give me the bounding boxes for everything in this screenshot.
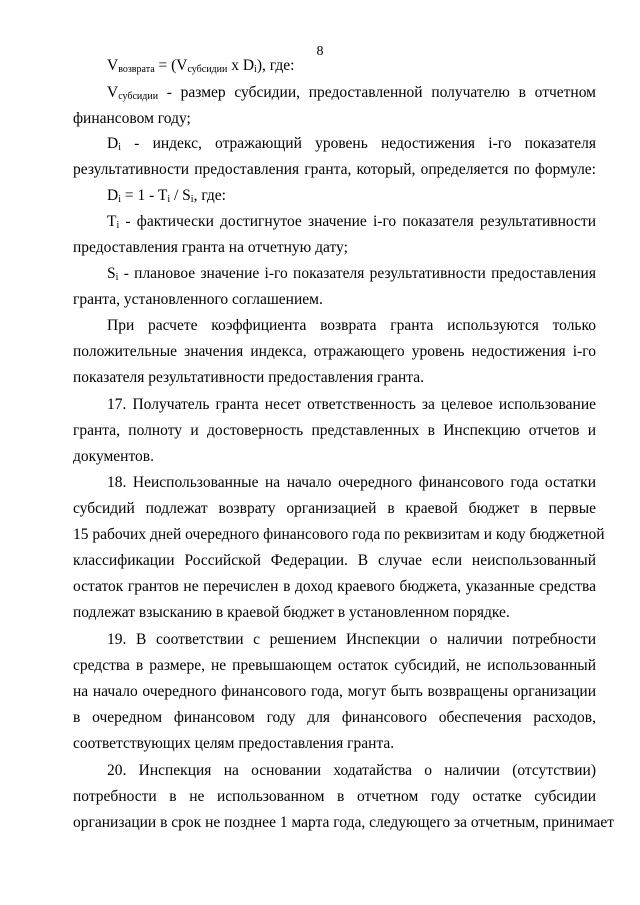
para17-line-1: 17. Получатель гранта несет ответственность за целевое использование [107, 396, 596, 413]
page-number: 8 [316, 44, 324, 59]
para18-line-5: остаток грантов не перечислен в доход краевого бюджета, указанные средства [73, 578, 596, 595]
def-actual-line-1: $T_i$ - фактически достигнутое значение i-го показателя результативности [107, 213, 596, 231]
para18-line-4: классификации Российской Федерации. В случае если неиспользованный [73, 552, 596, 569]
para17-line-2: гранта, полноту и достоверность представленных в Инспекцию отчетов и [73, 422, 596, 439]
def-subsidy-line-2: финансовом году; [73, 110, 191, 127]
para19-line-5: соответствующих целям предоставления гранта. [73, 735, 395, 752]
para19-line-2: средства в размере, не превышающем остаток субсидий, не использованный [73, 657, 596, 674]
def-index-line-2: результативности предоставления гранта, который, определяется по формуле: [73, 161, 596, 178]
def-actual-line-2: предоставления гранта на отчетную дату; [73, 239, 348, 256]
def-planned-line-2: гранта, установленного соглашением. [73, 291, 323, 308]
def-index-line-1: $D_i$ - индекс, отражающий уровень недостижения i-го показателя [107, 135, 596, 153]
para-coef-line-2: положительные значения индекса, отражающего уровень недостижения i-го [73, 343, 596, 360]
para19-line-1: 19. В соответствии с решением Инспекции о наличии потребности [107, 631, 596, 648]
para18-line-3: 15 рабочих дней очередного финансового года по реквизитам и коду бюджетной [73, 526, 605, 543]
def-planned-line-1: $S_i$ - плановое значение i-го показателя результативности предоставления [107, 265, 596, 283]
para20-line-3: организации в срок не позднее 1 марта года, следующего за отчетным, принимает [73, 814, 615, 831]
para20-line-2: потребности в не использованном в отчетном году остатке субсидии [73, 788, 596, 805]
para18-line-2: субсидий подлежат возврату организацией в краевой бюджет в первые [73, 500, 596, 517]
formula-index: $D_i = 1 - T_i / S_i$, где: [107, 187, 226, 205]
para19-line-3: на начало очередного финансового года, могут быть возвращены организации [73, 683, 596, 700]
para18-line-1: 18. Неиспользованные на начало очередного финансового года остатки [107, 474, 596, 491]
para-coef-line-1: При расчете коэффициента возврата гранта используются только [107, 317, 596, 334]
para18-line-6: подлежат взысканию в краевой бюджет в установленном порядке. [73, 604, 510, 621]
para20-line-1: 20. Инспекция на основании ходатайства о наличии (отсутствии) [107, 762, 596, 779]
para19-line-4: в очередном финансовом году для финансового обеспечения расходов, [73, 709, 596, 726]
formula-return-amount: $V_{возврата} = (V_{субсидии}$ x $D_i$), где: [107, 57, 295, 75]
para-coef-line-3: показателя результативности предоставления гранта. [73, 369, 424, 386]
def-subsidy-line-1: $V_{субсидии}$ - размер субсидии, предоставленной получателю в отчетном [107, 84, 596, 102]
para17-line-3: документов. [73, 448, 154, 465]
